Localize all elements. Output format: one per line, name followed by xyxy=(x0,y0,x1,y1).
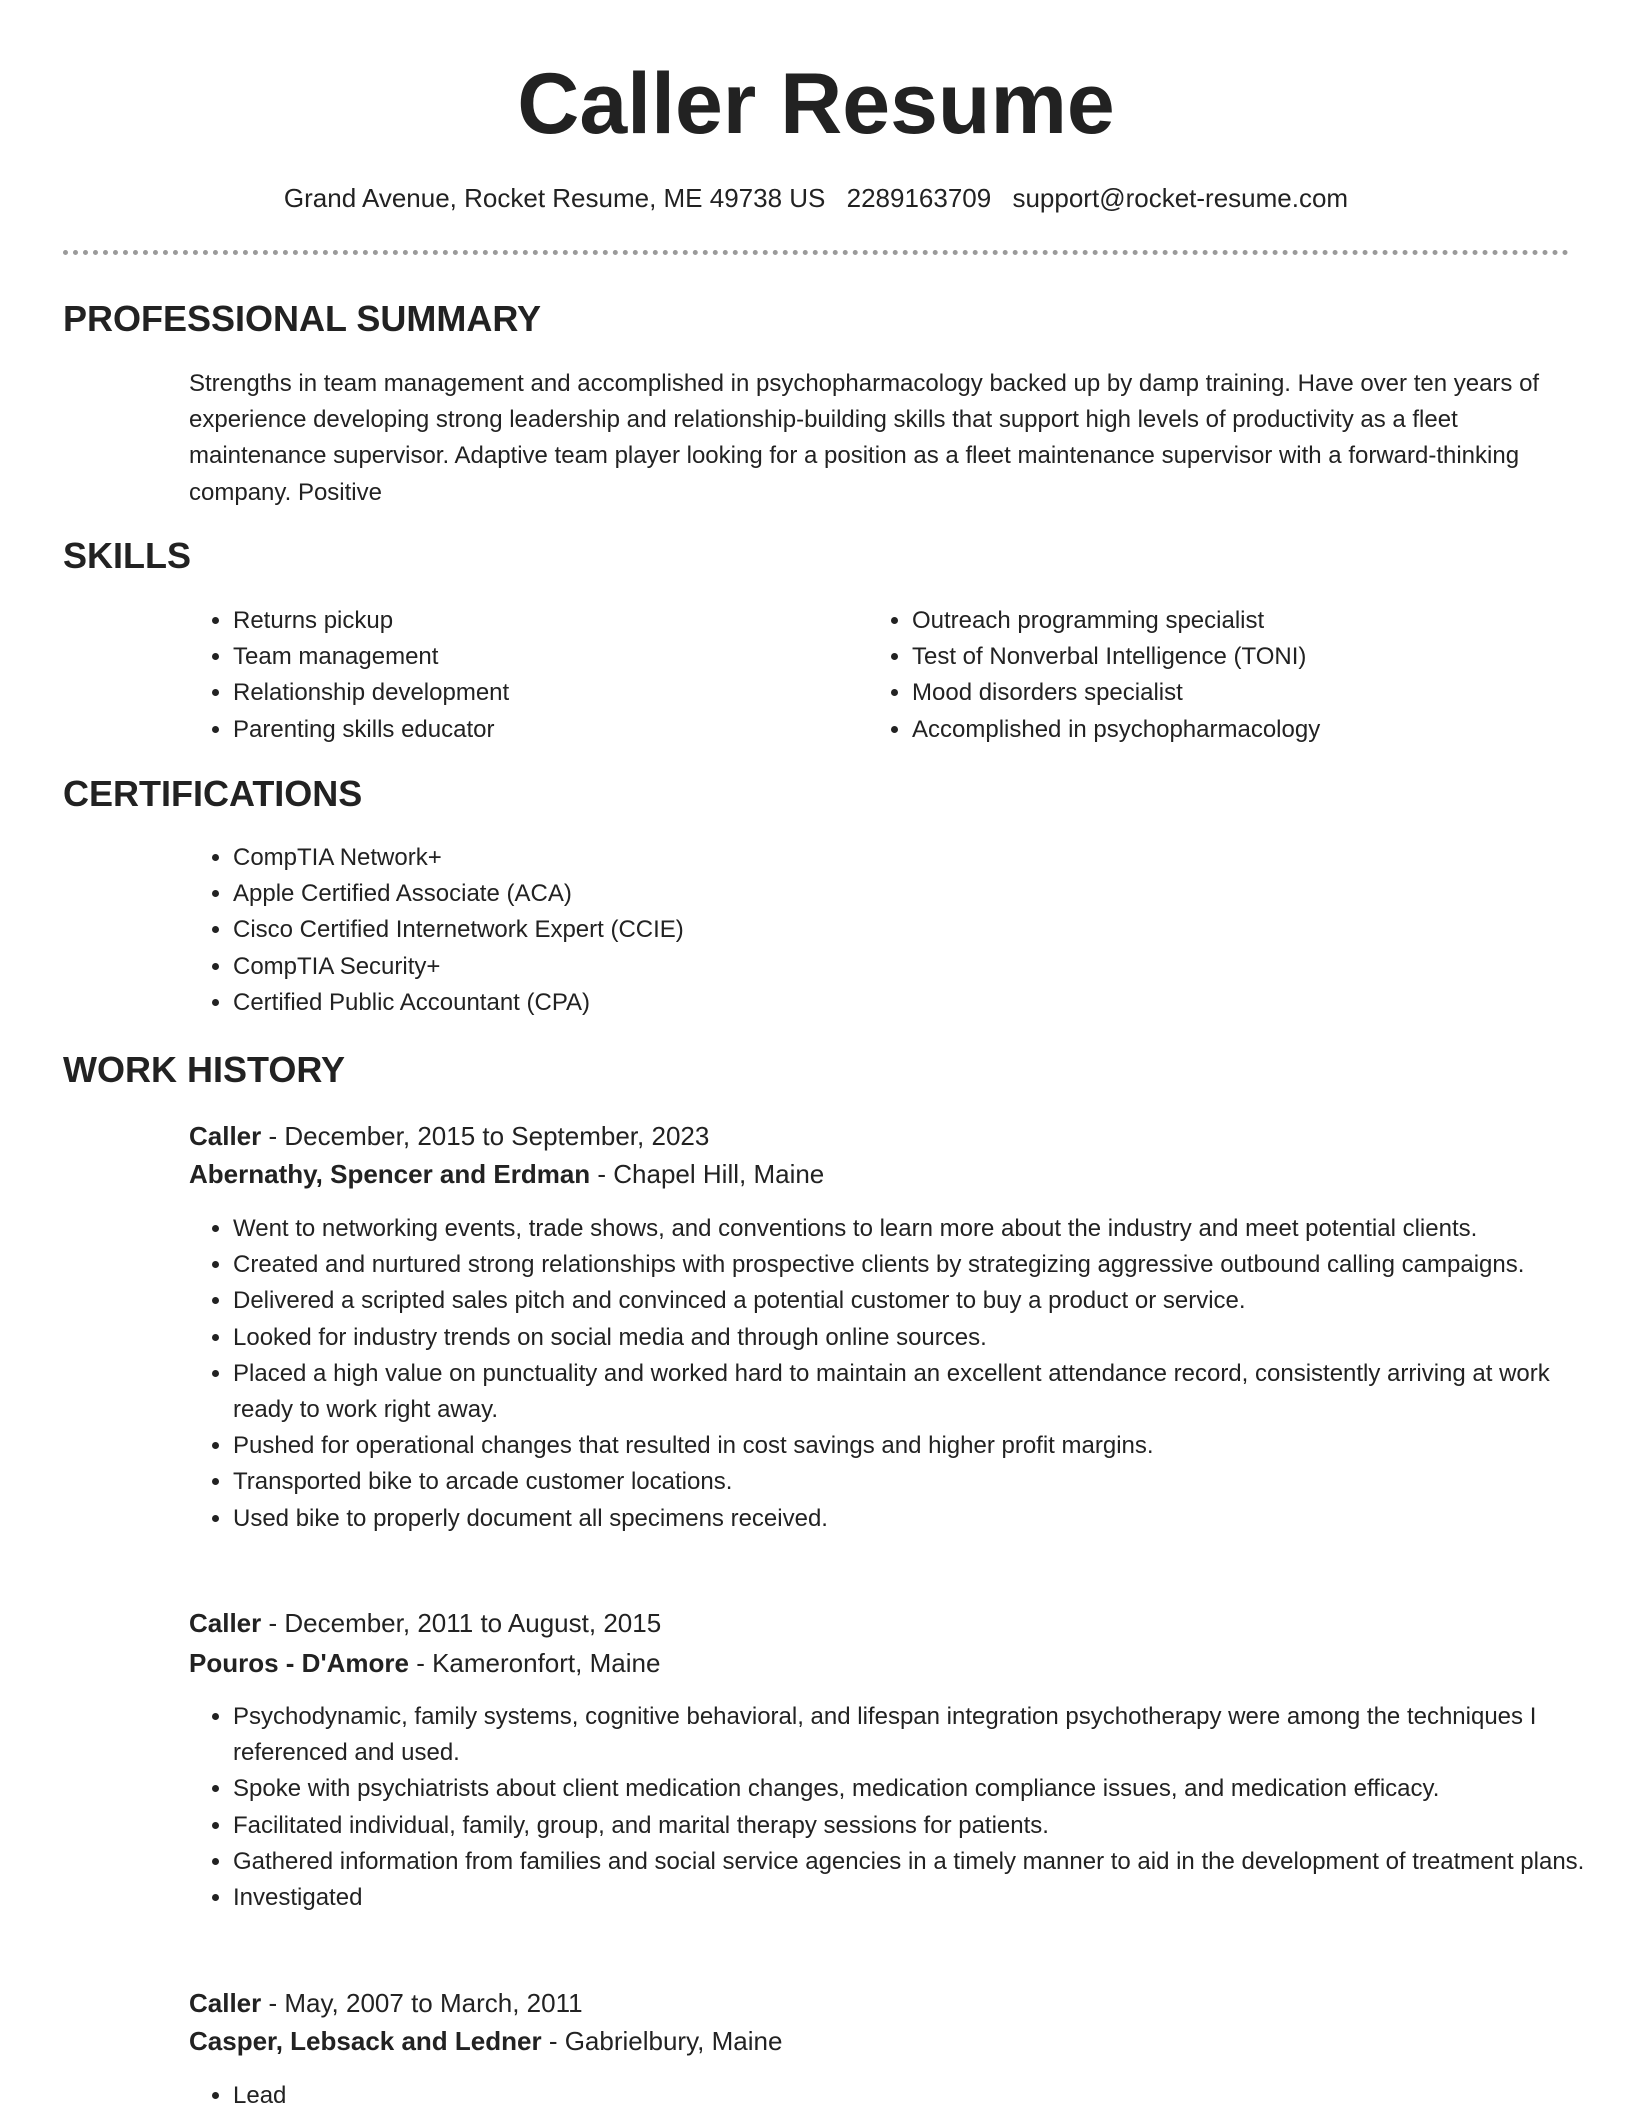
skills-heading: SKILLS xyxy=(63,535,192,576)
job-title-line xyxy=(189,1985,583,2021)
skill-item: • Mood disorders specialist xyxy=(912,675,1572,711)
contact-address: Grand Avenue, Rocket Resume, ME 49738 US xyxy=(283,183,826,213)
work-history-heading: WORK HISTORY xyxy=(63,1049,346,1090)
job-dates: - December, 2011 to August, 2015 xyxy=(261,1608,662,1638)
job-bullet: • Created and nurtured strong relationships with prospective clients by strategizing aggressive outbound calling campaigns. xyxy=(233,1247,1593,1283)
skill-item: • Outreach programming specialist xyxy=(912,603,1572,639)
summary-text: Strengths in team management and accomplished in psychopharmacology backed up by damp training. Have over ten years of experience developing strong leadership and relationship-building skills that support high levels of productivity as a fleet maintenance supervisor. Adaptive team player looking for a position as a fleet maintenance supervisor with a forward-thinking company. Positive xyxy=(189,370,1540,506)
header-divider xyxy=(63,250,1569,255)
resume-name: Caller Resume xyxy=(517,56,1115,152)
job-title-line xyxy=(189,1118,709,1154)
job-location: - Kameronfort, Maine xyxy=(408,1648,661,1678)
job-company: Pouros - D'Amore xyxy=(189,1648,409,1678)
job-bullet: • Placed a high value on punctuality and worked hard to maintain an excellent attendance record, consistently arriving at work ready to work right away. xyxy=(233,1356,1593,1428)
skills-list-left xyxy=(189,603,853,748)
job-bullet: • Went to networking events, trade shows, and conventions to learn more about the industry and meet potential clients. xyxy=(233,1211,1593,1247)
certification-item: • CompTIA Network+ xyxy=(233,840,1573,876)
contact-email: support@rocket-resume.com xyxy=(1012,183,1349,213)
certification-item: • Apple Certified Associate (ACA) xyxy=(233,876,1573,912)
job-company-line xyxy=(189,2023,782,2059)
skill-item: • Team management xyxy=(233,639,853,675)
skills-list-right xyxy=(868,603,1572,748)
job-company-line xyxy=(189,1156,824,1192)
certifications-list xyxy=(189,840,1573,1021)
certification-item: • Certified Public Accountant (CPA) xyxy=(233,985,1573,1021)
job-title: Caller xyxy=(189,1988,262,2018)
job-bullets xyxy=(189,2078,1593,2114)
job-dates: - December, 2015 to September, 2023 xyxy=(261,1121,710,1151)
summary-heading: PROFESSIONAL SUMMARY xyxy=(63,298,542,339)
contact-phone: 2289163709 xyxy=(846,183,992,213)
job-bullet: • Spoke with psychiatrists about client medication changes, medication compliance issues, and medication efficacy. xyxy=(233,1771,1593,1807)
skill-item: • Test of Nonverbal Intelligence (TONI) xyxy=(912,639,1572,675)
job-bullet: • Psychodynamic, family systems, cognitive behavioral, and lifespan integration psychotherapy were among the techniques I referenced and used. xyxy=(233,1699,1593,1771)
job-bullet: • Lead xyxy=(233,2078,1593,2114)
job-bullet: • Gathered information from families and social service agencies in a timely manner to aid in the development of treatment plans. xyxy=(233,1844,1593,1880)
contact-line xyxy=(0,180,1632,216)
job-bullet: • Pushed for operational changes that resulted in cost savings and higher profit margins. xyxy=(233,1428,1593,1464)
job-bullet: • Transported bike to arcade customer locations. xyxy=(233,1464,1593,1500)
job-bullets xyxy=(189,1699,1593,1916)
certification-item: • Cisco Certified Internetwork Expert (CCIE) xyxy=(233,912,1573,948)
job-bullets xyxy=(189,1211,1593,1537)
job-bullet: • Delivered a scripted sales pitch and convinced a potential customer to buy a product or service. xyxy=(233,1283,1593,1319)
job-bullet: • Investigated xyxy=(233,1880,1593,1916)
job-location: - Chapel Hill, Maine xyxy=(590,1159,825,1189)
job-bullet: • Used bike to properly document all specimens received. xyxy=(233,1501,1593,1537)
job-title-line xyxy=(189,1605,661,1641)
job-dates: - May, 2007 to March, 2011 xyxy=(261,1988,583,2018)
job-title: Caller xyxy=(189,1608,262,1638)
skill-item: • Parenting skills educator xyxy=(233,712,853,748)
skill-item: • Returns pickup xyxy=(233,603,853,639)
skill-item: • Accomplished in psychopharmacology xyxy=(912,712,1572,748)
skill-item: • Relationship development xyxy=(233,675,853,711)
job-company-line xyxy=(189,1645,660,1681)
job-bullet: • Facilitated individual, family, group, and marital therapy sessions for patients. xyxy=(233,1808,1593,1844)
job-company: Casper, Lebsack and Ledner xyxy=(189,2026,542,2056)
certifications-heading: CERTIFICATIONS xyxy=(63,773,363,814)
job-title: Caller xyxy=(189,1121,262,1151)
job-bullet: • Looked for industry trends on social media and through online sources. xyxy=(233,1320,1593,1356)
job-company: Abernathy, Spencer and Erdman xyxy=(189,1159,591,1189)
certification-item: • CompTIA Security+ xyxy=(233,949,1573,985)
job-location: - Gabrielbury, Maine xyxy=(541,2026,783,2056)
